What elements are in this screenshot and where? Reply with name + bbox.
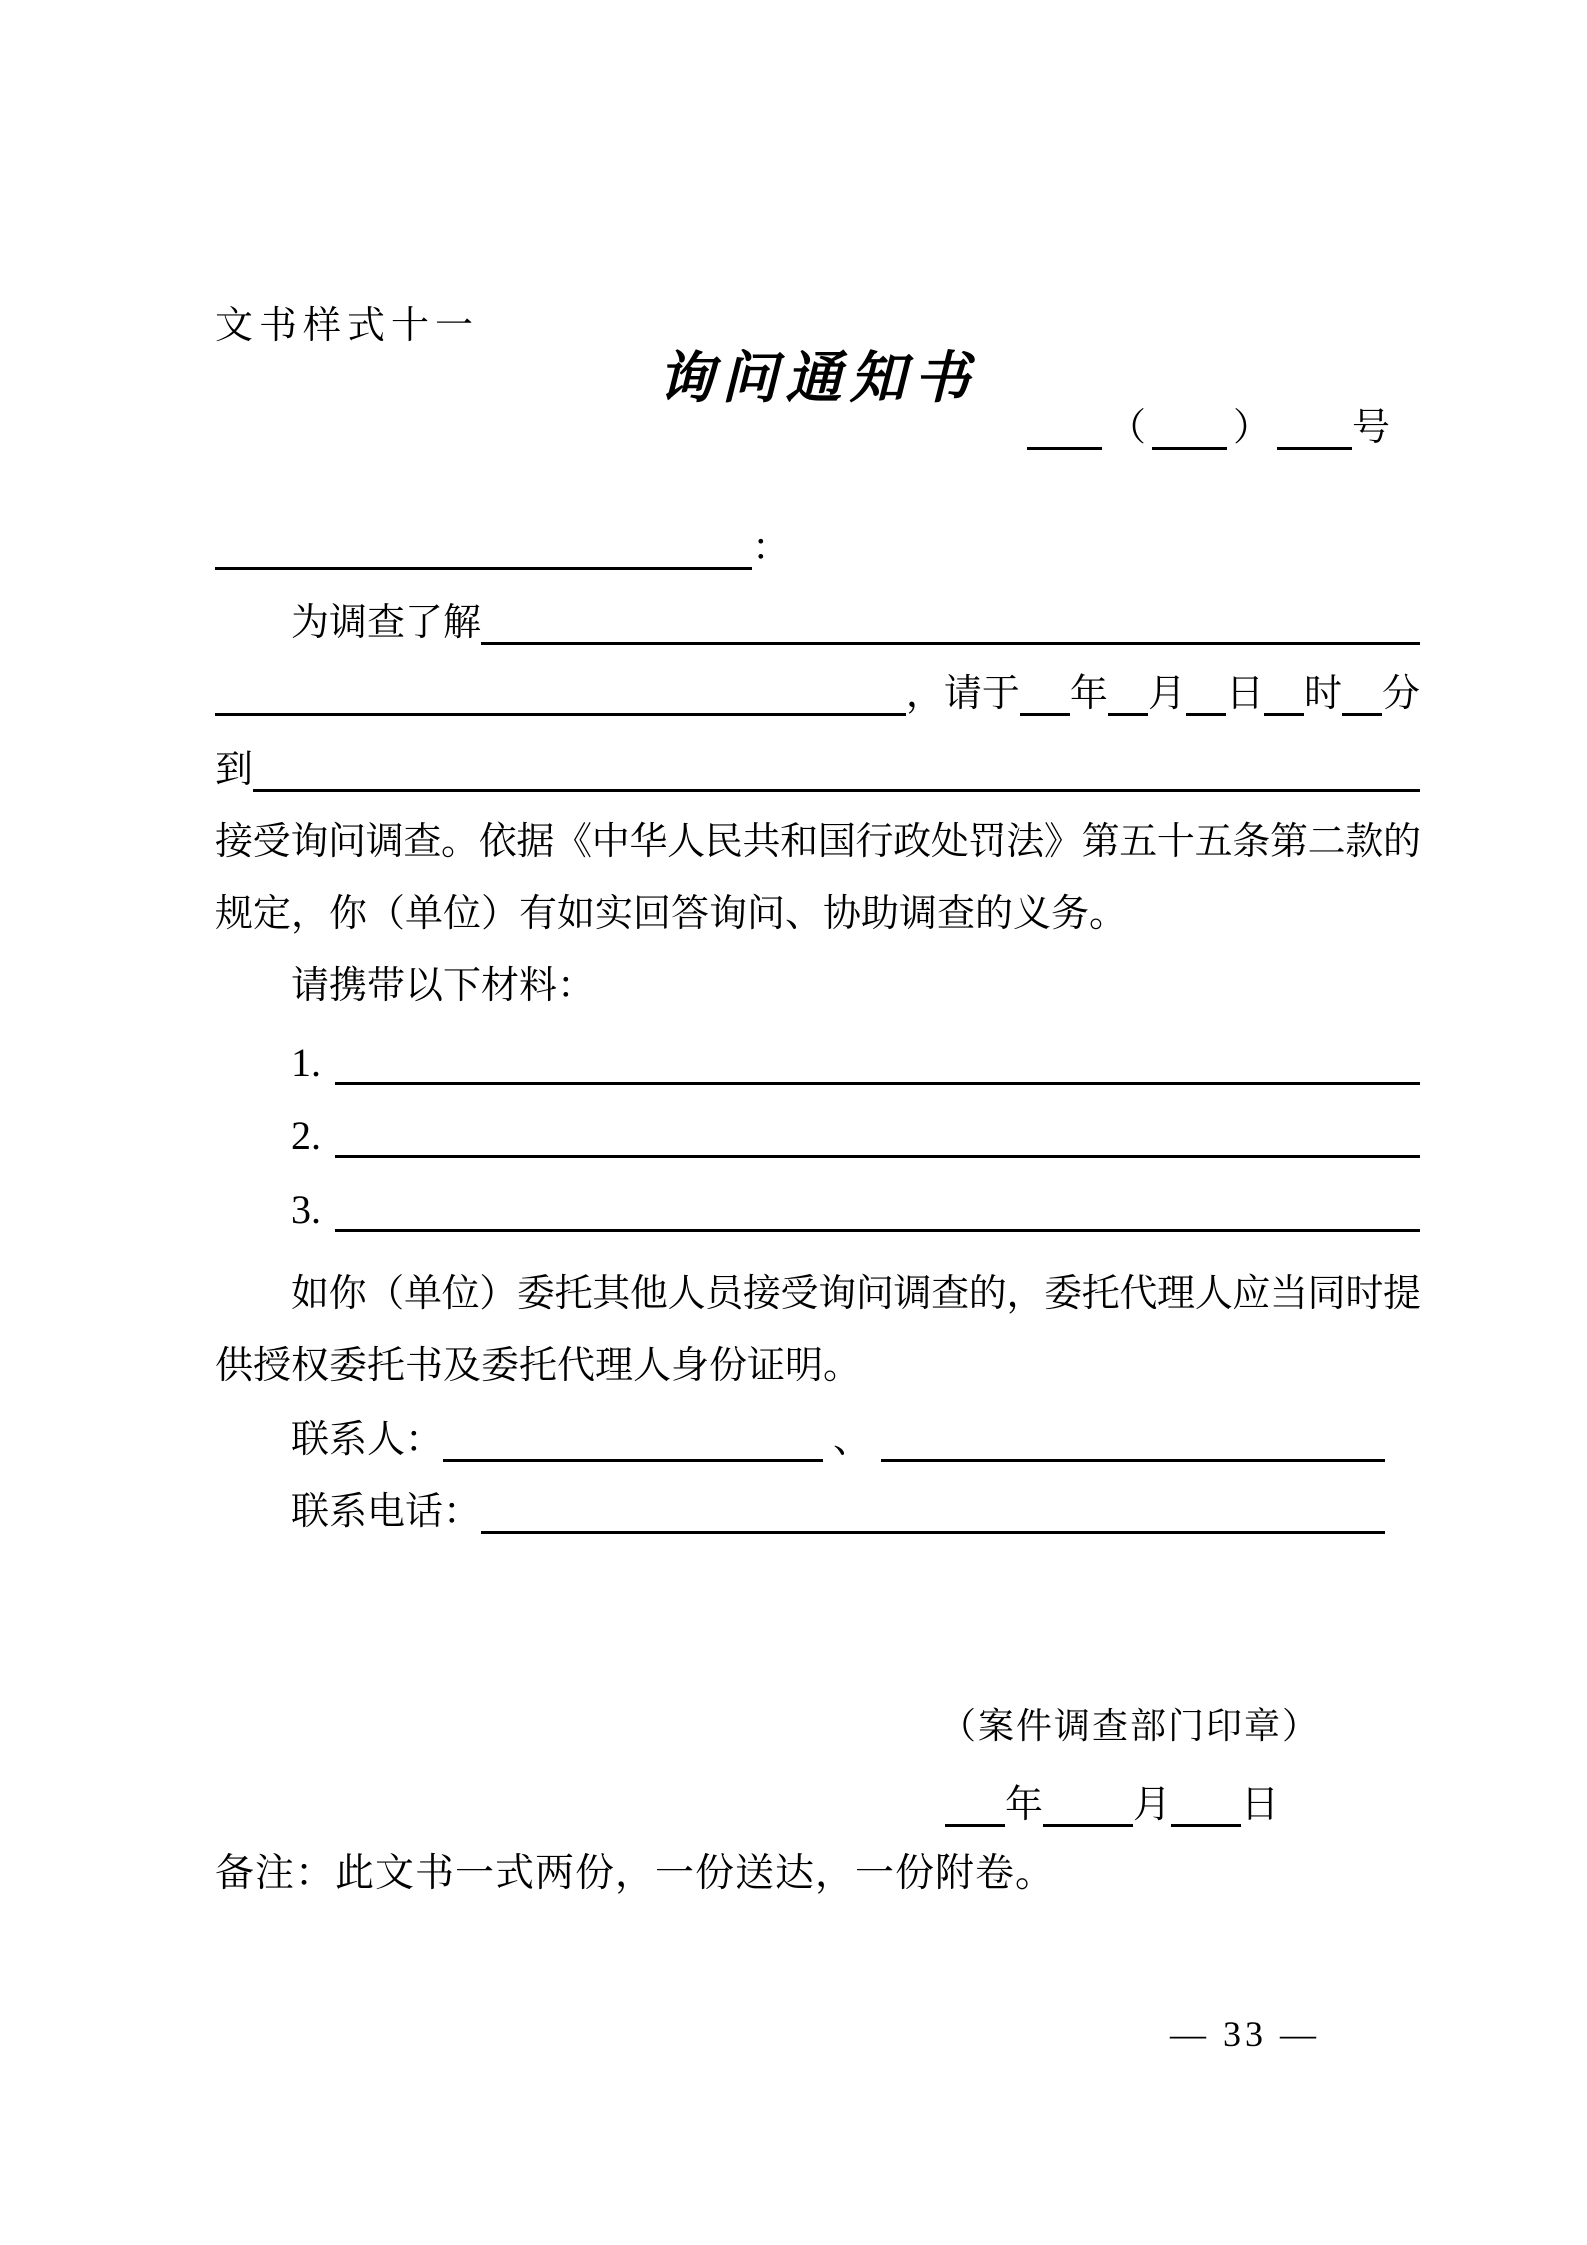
item-1-number: 1.: [291, 1040, 321, 1085]
year-label: 年: [1069, 673, 1108, 715]
blank-sign-day: [1171, 1812, 1241, 1827]
minute-label: 分: [1381, 673, 1420, 715]
blank-sign-month: [1043, 1812, 1133, 1827]
contact-person-label: 联系人：: [291, 1419, 444, 1461]
salutation-colon: ：: [752, 527, 791, 569]
blank-month: [1108, 701, 1148, 716]
signature-date-line: [945, 1775, 1305, 1827]
day-label: 日: [1225, 673, 1264, 715]
location-line: [215, 740, 1420, 792]
materials-label: 请携带以下材料：: [291, 965, 596, 1007]
blank-hour: [1264, 701, 1304, 716]
sign-year-label: 年: [1005, 1784, 1044, 1826]
sign-month-label: 月: [1133, 1784, 1172, 1826]
material-item-3: [215, 1180, 1420, 1232]
addressee-line: [215, 518, 1420, 570]
contact-phone-label: 联系电话：: [291, 1491, 482, 1533]
blank-addressee: [215, 555, 752, 570]
blank-year: [1020, 701, 1070, 716]
blank-contact-person-1: [443, 1447, 823, 1462]
doc-number-line: [215, 398, 1420, 450]
blank-serial-prefix: [1027, 435, 1102, 450]
delegate-paragraph-line2: 供授权委托书及委托代理人身份证明。: [215, 1345, 862, 1387]
hour-label: 时: [1303, 673, 1342, 715]
stamp-note: （案件调查部门印章）: [940, 1706, 1321, 1746]
material-item-1: [215, 1033, 1420, 1085]
serial-suffix: 号: [1351, 407, 1390, 449]
delegate-paragraph-line1: 如你（单位）委托其他人员接受询问调查的，委托代理人应当同时提: [291, 1273, 1420, 1315]
blank-sign-year: [945, 1812, 1005, 1827]
contact-separator: 、: [833, 1419, 872, 1461]
request-segment: ，请于: [905, 673, 1020, 715]
contact-person-line: [215, 1410, 1420, 1462]
blank-material-2: [335, 1143, 1420, 1158]
blank-day: [1186, 701, 1226, 716]
blank-location: [253, 777, 1420, 792]
blank-serial-year: [1152, 435, 1227, 450]
blank-serial-number: [1277, 435, 1352, 450]
item-3-number: 3.: [291, 1187, 321, 1232]
blank-minute: [1342, 701, 1382, 716]
blank-investigation-matter-continued: [215, 701, 906, 716]
blank-investigation-matter: [481, 630, 1420, 645]
blank-contact-phone: [481, 1519, 1385, 1534]
material-item-2: [215, 1106, 1420, 1158]
month-label: 月: [1147, 673, 1186, 715]
legal-paragraph-line1: 接受询问调查。依据《中华人民共和国行政处罚法》第五十五条第二款的: [215, 821, 1420, 863]
page-number: — 33 —: [1170, 2014, 1320, 2054]
doc-title: 询问通知书: [657, 348, 978, 410]
item-2-number: 2.: [291, 1113, 321, 1158]
blank-contact-person-2: [881, 1447, 1385, 1462]
investigate-prefix: 为调查了解: [291, 602, 482, 644]
remark: 备注：此文书一式两份，一份送达，一份附卷。: [215, 1852, 1056, 1895]
investigate-line: [215, 593, 1420, 645]
blank-material-1: [335, 1070, 1420, 1085]
close-paren: ）: [1232, 407, 1271, 449]
request-datetime-line: [215, 664, 1420, 716]
doc-style-label: 文书样式十一: [215, 305, 480, 347]
contact-phone-line: [215, 1482, 1420, 1534]
sign-day-label: 日: [1241, 1784, 1280, 1826]
blank-material-3: [335, 1217, 1420, 1232]
to-label: 到: [215, 749, 254, 791]
open-paren: （: [1107, 407, 1146, 449]
legal-paragraph-line2: 规定，你（单位）有如实回答询问、协助调查的义务。: [215, 893, 1128, 935]
